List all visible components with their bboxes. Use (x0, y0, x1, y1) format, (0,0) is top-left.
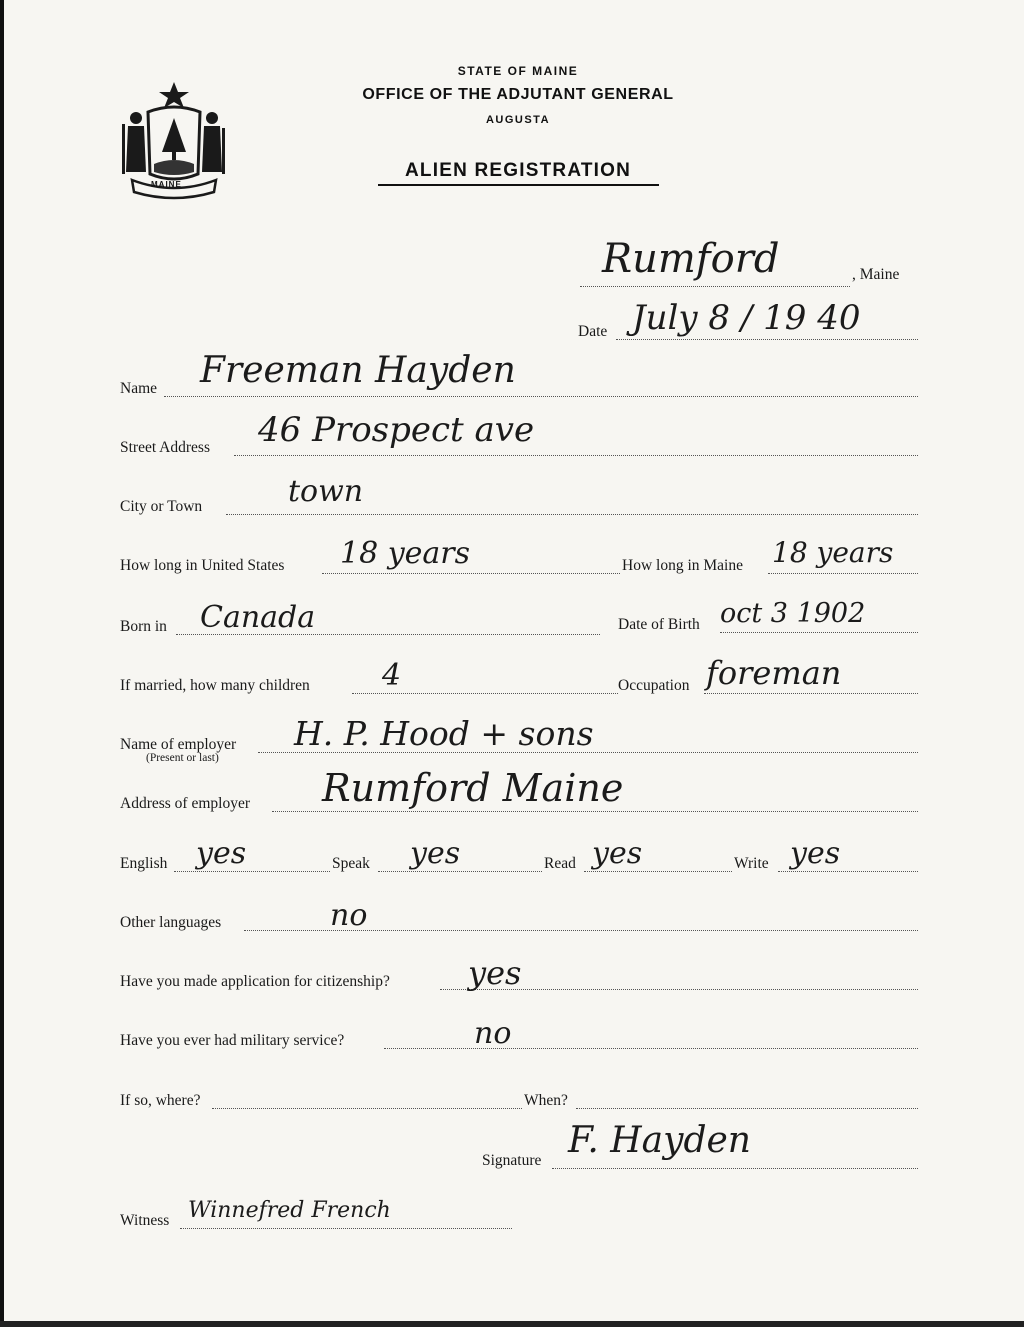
employer-label: Name of employer (120, 736, 237, 753)
header-office: OFFICE OF THE ADJUTANT GENERAL (362, 86, 674, 103)
born-in-label: Born in (120, 618, 167, 635)
when-label: When? (524, 1092, 568, 1109)
name-line (164, 396, 918, 397)
employer-address-line (272, 811, 918, 812)
occupation-line (704, 693, 918, 694)
date-of-birth-value: oct 3 1902 (720, 598, 866, 629)
how-long-us-label: How long in United States (120, 557, 285, 574)
read-label: Read (544, 855, 576, 872)
born-in-value: Canada (200, 600, 316, 635)
where-line (212, 1108, 522, 1109)
read-value: yes (592, 836, 643, 871)
date-label: Date (578, 323, 608, 340)
date-value: July 8 / 19 40 (632, 298, 861, 338)
witness-value: Winnefred French (188, 1198, 391, 1223)
write-value: yes (790, 836, 841, 871)
city-line (226, 514, 918, 515)
town-value: Rumford (602, 236, 780, 282)
signature-label: Signature (482, 1152, 542, 1169)
how-long-maine-line (768, 573, 918, 574)
how-long-us-line (322, 573, 620, 574)
employer-value: H. P. Hood + sons (294, 714, 594, 753)
city-value: town (288, 474, 364, 509)
military-value: no (474, 1016, 512, 1051)
occupation-value: foreman (706, 654, 842, 692)
signature-line (552, 1168, 918, 1169)
header-state: STATE OF MAINE (457, 64, 579, 78)
citizenship-label: Have you made application for citizenship? (120, 973, 390, 990)
employer-address-value: Rumford Maine (322, 766, 624, 810)
street-address-label: Street Address (120, 439, 210, 456)
scan-edge-bottom (0, 1321, 1024, 1327)
employer-note: (Present or last) (146, 752, 219, 764)
date-of-birth-label: Date of Birth (618, 616, 700, 633)
children-label: If married, how many children (120, 677, 310, 694)
children-line (352, 693, 618, 694)
english-value: yes (196, 836, 247, 871)
children-value: 4 (382, 658, 402, 693)
where-label: If so, where? (120, 1092, 201, 1109)
speak-value: yes (410, 836, 461, 871)
date-line (616, 339, 918, 340)
when-line (576, 1108, 918, 1109)
signature-value: F. Hayden (568, 1120, 751, 1161)
town-line (580, 286, 850, 287)
other-languages-value: no (330, 898, 368, 933)
how-long-maine-label: How long in Maine (622, 557, 743, 574)
employer-address-label: Address of employer (120, 795, 250, 812)
city-label: City or Town (120, 498, 203, 515)
speak-label: Speak (332, 855, 370, 872)
citizenship-value: yes (468, 954, 522, 992)
witness-label: Witness (120, 1212, 170, 1229)
name-label: Name (120, 380, 158, 397)
seal-banner-text: MAINE (151, 180, 182, 189)
english-label: English (120, 855, 168, 872)
witness-line (180, 1228, 512, 1229)
maine-label: , Maine (852, 266, 900, 283)
read-line (584, 871, 732, 872)
military-line (384, 1048, 918, 1049)
english-line (174, 871, 330, 872)
speak-line (378, 871, 542, 872)
date-of-birth-line (720, 632, 918, 633)
occupation-label: Occupation (618, 677, 690, 694)
form-title: ALIEN REGISTRATION (404, 160, 632, 181)
write-label: Write (734, 855, 769, 872)
header-city: AUGUSTA (485, 114, 551, 126)
how-long-maine-value: 18 years (772, 536, 894, 569)
street-address-line (234, 455, 918, 456)
write-line (778, 871, 918, 872)
how-long-us-value: 18 years (340, 536, 471, 571)
street-address-value: 46 Prospect ave (258, 410, 535, 450)
name-value: Freeman Hayden (200, 350, 516, 391)
other-languages-label: Other languages (120, 914, 222, 931)
title-underline (378, 184, 659, 186)
scan-edge-left (0, 0, 4, 1327)
military-label: Have you ever had military service? (120, 1032, 345, 1049)
